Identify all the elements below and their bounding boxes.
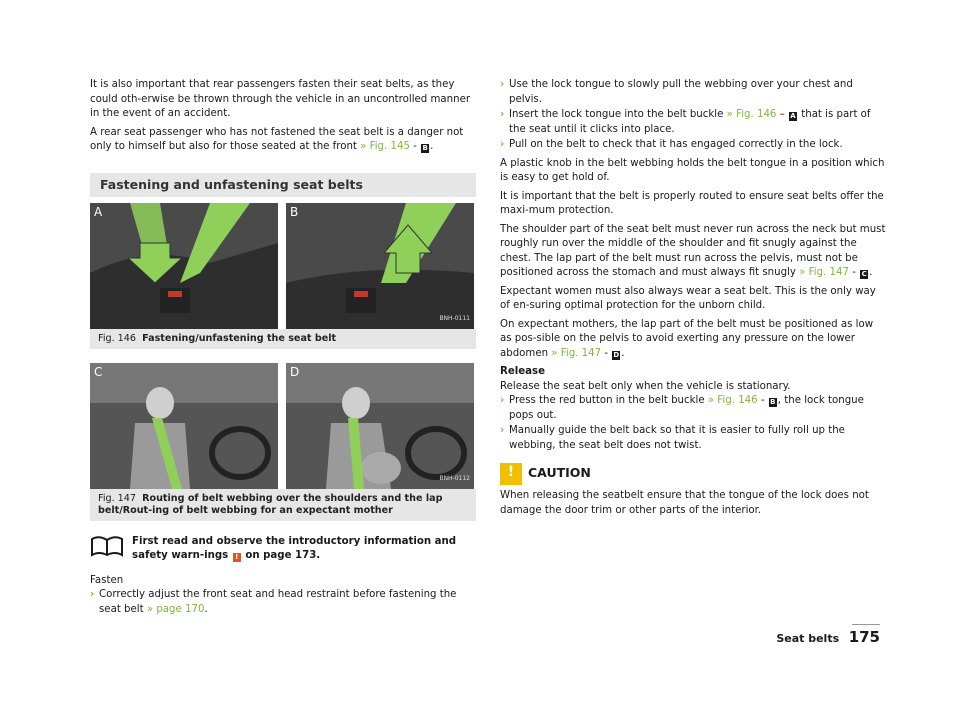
list-item: › Insert the lock tongue into the belt buckle » Fig. 146 – A that is part of the seat until it clicks into place.: [500, 108, 886, 137]
caution-title: CAUTION: [528, 465, 591, 480]
figure-caption: Fig. 147 Routing of belt webbing over the shoulders and the lap belt/Rout-ing of belt webbing for an expectant mother: [90, 489, 476, 521]
label-box: B: [422, 144, 428, 152]
page-link[interactable]: on page 173.: [245, 550, 321, 561]
paragraph: It is also important that rear passengers fasten their seat belts, as they could oth-erwise be thrown through the vehicle in an uncontrolled manner in the event of an accident.: [90, 79, 471, 119]
read-first-note: First read and observe the introductory information and safety warn-ings ! on page 173.: [90, 535, 476, 564]
paragraph: The shoulder part of the seat belt must never run across the neck but must roughly run over the middle of the shoulder and fit snugly against the chest. The lap part of the belt must run across the pelvis, must not be positioned across the stomach and must always fit snugly » Fig. 147 - C .: [500, 223, 886, 278]
fig-link[interactable]: » Fig. 146: [707, 395, 758, 406]
paragraph: Expectant women must also always wear a seat belt. This is the only way of en-suring optimal protection for the unborn child.: [500, 285, 876, 311]
paragraph: A plastic knob in the belt webbing holds the belt tongue in a position which is easy to get hold of.: [500, 157, 885, 183]
book-icon: [90, 535, 124, 557]
label-box: D: [613, 350, 620, 359]
label-box: A: [790, 112, 796, 120]
fig-link[interactable]: » Fig. 145: [360, 141, 410, 152]
figure-146: [90, 203, 476, 329]
figure-code: BNH-0112: [439, 475, 470, 482]
paragraph: It is important that the belt is properly routed to ensure seat belts offer the maxi-mum protection.: [500, 190, 884, 216]
figure-147: [90, 363, 476, 489]
fasten-heading: Fasten: [90, 574, 124, 586]
fig-link[interactable]: » Fig. 146: [726, 109, 777, 120]
paragraph: A rear seat passenger who has not fastened the seat belt is a danger not only to himself but also for those seated at the front » Fig. 145 - B .: [90, 126, 464, 152]
figure-a: [90, 203, 278, 329]
figure-caption: Fig. 146 Fastening/unfastening the seat belt: [90, 329, 476, 349]
figure-label: C: [94, 364, 103, 379]
paragraph: Release the seat belt only when the vehicle is stationary.: [500, 380, 791, 392]
figure-label: D: [290, 364, 300, 379]
label-box: B: [770, 398, 776, 406]
figure-d: [286, 363, 474, 489]
figure-code: BNH-0111: [439, 315, 470, 322]
figure-c: [90, 363, 278, 489]
label-box: C: [861, 270, 867, 278]
figure-label: A: [94, 204, 103, 219]
page-number: 175: [848, 628, 880, 646]
figure-label: B: [290, 204, 299, 219]
list-item: › Correctly adjust the front seat and head restraint before fastening the seat belt » page 170.: [90, 588, 476, 617]
unfastening-illustration: [286, 203, 474, 329]
list-item: › Press the red button in the belt buckle » Fig. 146 - B , the lock tongue pops out.: [500, 394, 886, 423]
fig-link[interactable]: » Fig. 147: [551, 347, 602, 359]
caution-text: When releasing the seatbelt ensure that the tongue of the lock does not damage the door trim or other parts of the interior.: [500, 490, 869, 516]
section-title: Fastening and unfastening seat belts: [90, 173, 476, 197]
figure-b: [286, 203, 474, 329]
fig-link[interactable]: » Fig. 147: [799, 267, 849, 278]
paragraph: On expectant mothers, the lap part of the belt must be positioned as low as pos-sible on the pelvis to avoid exerting any pressure on the lower abdomen » Fig. 147 - D .: [500, 318, 874, 359]
list-item: › Pull on the belt to check that it has engaged correctly in the lock.: [500, 138, 886, 153]
section-name: Seat belts: [776, 632, 840, 645]
fastening-illustration: [90, 203, 278, 329]
page-footer: [776, 630, 880, 648]
warning-icon: !: [233, 553, 241, 562]
right-column: [500, 78, 886, 522]
caution-icon: !: [500, 463, 522, 485]
caution-box: [500, 463, 886, 485]
left-column: [90, 78, 476, 618]
release-heading: Release: [500, 366, 546, 377]
expectant-mother-illustration: [286, 363, 474, 489]
page-link[interactable]: » page 170: [146, 603, 205, 615]
list-item: › Manually guide the belt back so that it is easier to fully roll up the webbing, the seat belt does not twist.: [500, 424, 886, 453]
list-item: › Use the lock tongue to slowly pull the webbing over your chest and pelvis.: [500, 78, 886, 107]
driver-illustration: [90, 363, 278, 489]
